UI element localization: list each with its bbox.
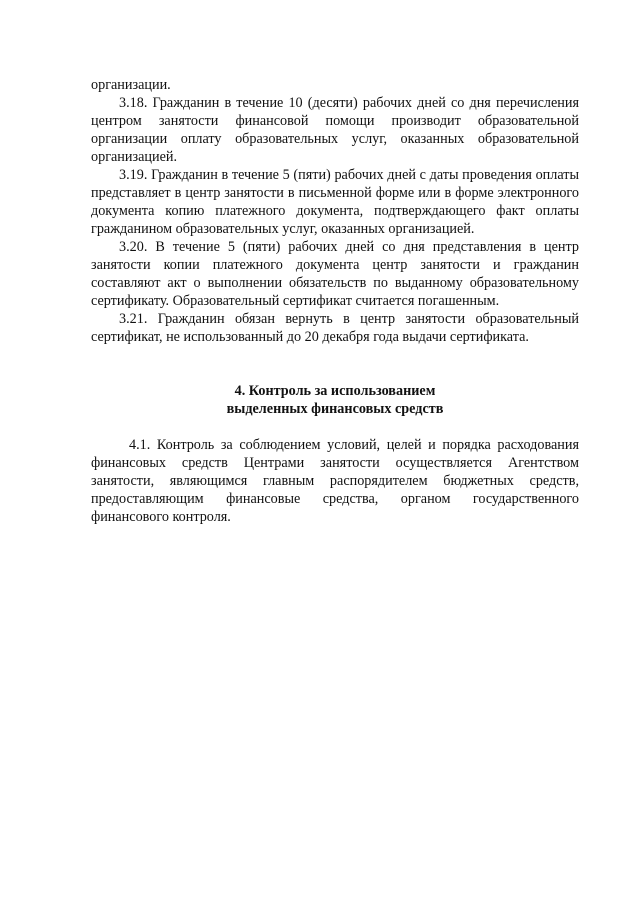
clause-number: 3.21. <box>119 311 148 327</box>
paragraph-continuation: организации. <box>91 77 171 93</box>
clause-4-1 <box>91 436 579 526</box>
clause-number: 3.18. <box>119 95 148 111</box>
clause-3-21 <box>91 310 579 346</box>
clause-3-18 <box>91 94 579 166</box>
clause-3-20 <box>91 238 579 310</box>
clause-text: Гражданин обязан вернуть в центр занятости образовательный сертификат, не использованный до 20 декабря года выдачи сертификата. <box>91 311 579 345</box>
section-title-line-1: 4. Контроль за использованием <box>234 383 436 399</box>
clause-number: 3.19. <box>119 167 148 183</box>
clause-text: В течение 5 (пяти) рабочих дней со дня представления в центр занятости копии платежного документа центр занятости и гражданин составляют акт о выполнении обязательств по выданному образовательному сертификату. Образовательный сертификат считается погашенным. <box>91 239 579 309</box>
section-spacer <box>91 346 579 382</box>
clause-number: 3.20. <box>119 239 148 255</box>
clause-text: Контроль за соблюдением условий, целей и порядка расходования финансовых средств Центрами занятости осуществляется Агентством занятости, являющимся главным распорядителем бюджетных средств, предоставляющим финансовые средства, органом государственного финансового контроля. <box>91 437 579 525</box>
clause-text: Гражданин в течение 5 (пяти) рабочих дней с даты проведения оплаты представляет в центр занятости в письменной форме или в форме электронного документа копию платежного документа, подтверждающего факт оплаты гражданином образовательных услуг, оказанных организацией. <box>91 167 580 237</box>
clause-text: Гражданин в течение 10 (десяти) рабочих дней со дня перечисления центром занятости финансовой помощи производит образовательной организации оплату образовательных услуг, оказанных образовательной организацией. <box>91 95 579 165</box>
document-page <box>91 76 579 526</box>
clause-3-19 <box>91 166 579 238</box>
section-title-line-2: выделенных финансовых средств <box>226 401 444 417</box>
heading-spacer <box>91 418 579 436</box>
section-4-heading <box>91 382 579 418</box>
clause-number: 4.1. <box>129 437 151 453</box>
